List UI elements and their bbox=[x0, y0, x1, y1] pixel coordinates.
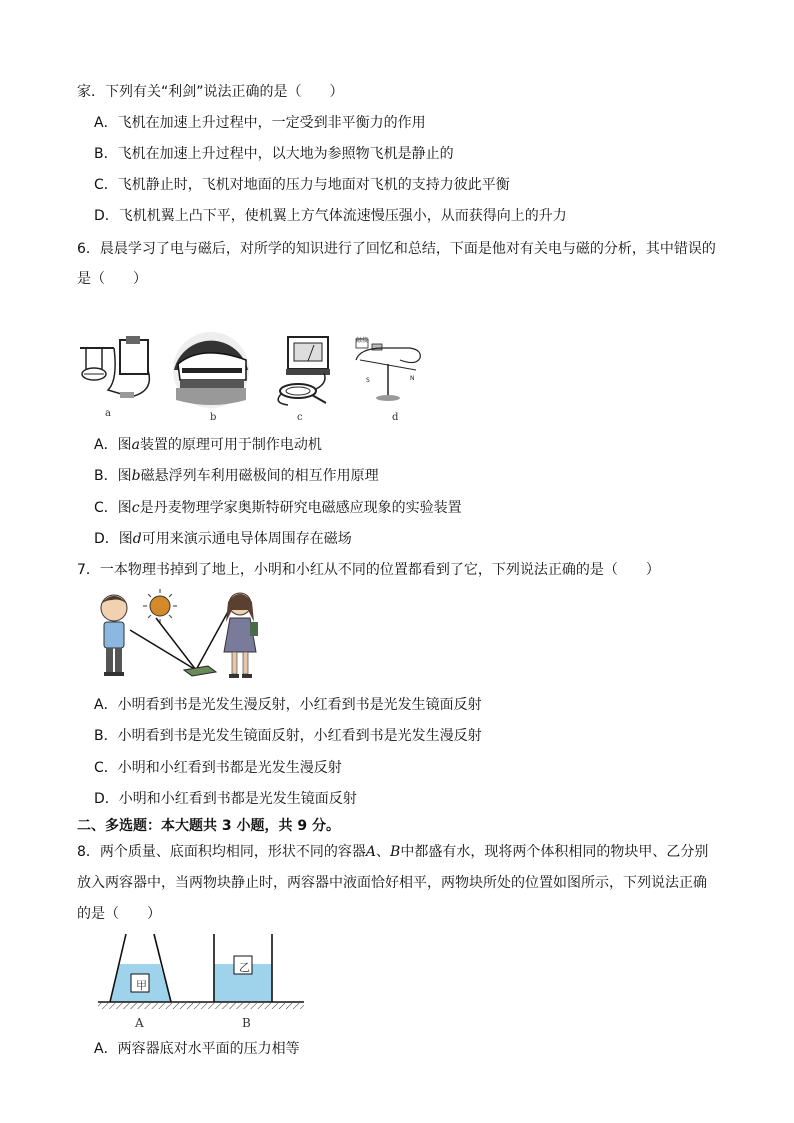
q8-stem-line3: 的是（ ） bbox=[77, 906, 161, 922]
q6-option-d: D．图d可用来演示通电导体周围存在磁场 bbox=[94, 531, 352, 547]
q7-option-c: C．小明和小红看到书都是光发生漫反射 bbox=[94, 760, 342, 776]
q5-option-b: B．飞机在加速上升过程中，以大地为参照物飞机是静止的 bbox=[94, 146, 454, 162]
q6-stem-line1: 6．晨晨学习了电与磁后，对所学的知识进行了回忆和总结，下面是他对有关电与磁的分析，其中错误的 bbox=[77, 241, 716, 257]
q7-stem: 7．一本物理书掉到了地上，小明和小红从不同的位置都看到了它，下列说法正确的是（ ） bbox=[77, 562, 660, 578]
q5-option-a: A．飞机在加速上升过程中，一定受到非平衡力的作用 bbox=[94, 115, 426, 131]
q6-figure-a-label: a bbox=[105, 408, 111, 419]
q5-stem-tail: 家．下列有关“利剑”说法正确的是（ ） bbox=[77, 84, 344, 100]
q6-figure-c bbox=[268, 333, 348, 409]
svg-text:N: N bbox=[410, 375, 415, 382]
q5-option-d: D．飞机机翼上凸下平，使机翼上方气体流速慢压强小，从而获得向上的升力 bbox=[94, 208, 567, 224]
q7-option-d: D．小明和小红看到书都是光发生镜面反射 bbox=[94, 791, 357, 807]
q6-option-b: B．图b磁悬浮列车利用磁极间的相互作用原理 bbox=[94, 468, 379, 484]
q5-option-c: C．飞机静止时，飞机对地面的压力与地面对飞机的支持力彼此平衡 bbox=[94, 177, 510, 193]
q8-stem-line1: 8．两个质量、底面积均相同，形状不同的容器A、B中都盛有水，现将两个体积相同的物块甲、乙分别 bbox=[77, 844, 709, 860]
q6-option-a: A．图a装置的原理可用于制作电动机 bbox=[94, 437, 322, 453]
section2-heading: 二、多选题：本大题共 3 小题，共 9 分。 bbox=[77, 818, 340, 834]
q6-figure-c-label: c bbox=[297, 412, 303, 423]
svg-text:S: S bbox=[366, 377, 370, 384]
q7-option-b: B．小明看到书是光发生镜面反射，小红看到书是光发生漫反射 bbox=[94, 728, 482, 744]
q6-option-c: C．图c是丹麦物理学家奥斯特研究电磁感应现象的实验装置 bbox=[94, 500, 462, 516]
q6-figure-a bbox=[78, 330, 158, 410]
q6-figure-d bbox=[350, 336, 430, 408]
q8-option-a: A．两容器底对水平面的压力相等 bbox=[94, 1041, 300, 1057]
q8-stem-line2: 放入两容器中，当两物块静止时，两容器中液面恰好相平，两物块所处的位置如图所示，下列说法正确 bbox=[77, 875, 707, 891]
q8-block-yi-label: 乙 bbox=[239, 961, 250, 974]
q8-container-b-label: B bbox=[242, 1016, 251, 1030]
q6-figure-b bbox=[172, 330, 250, 410]
q6-figure-d-tag: 触接 bbox=[356, 337, 369, 344]
q8-container-a-label: A bbox=[135, 1016, 144, 1030]
q6-stem-line2: 是（ ） bbox=[77, 271, 147, 287]
q6-figure-d-label: d bbox=[392, 412, 399, 423]
q7-figure bbox=[92, 586, 272, 686]
q8-figure bbox=[96, 930, 306, 1012]
q7-option-a: A．小明看到书是光发生漫反射，小红看到书是光发生镜面反射 bbox=[94, 697, 482, 713]
q6-figure-b-label: b bbox=[210, 412, 217, 423]
q8-block-jia-label: 甲 bbox=[136, 979, 147, 992]
